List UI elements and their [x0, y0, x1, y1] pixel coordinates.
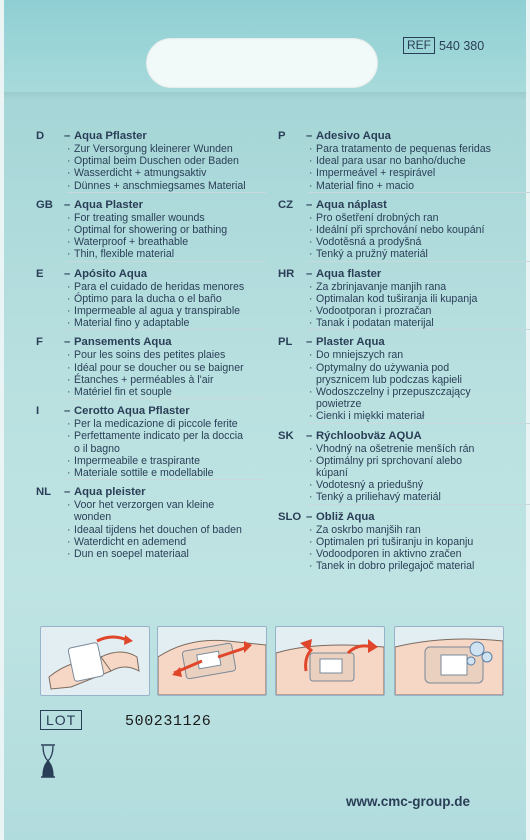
feature-item: prysznicem lub podczas kąpieli: [316, 373, 463, 386]
feature-item: · Óptimo para la ducha o el baño: [66, 293, 286, 305]
feature-list: [36, 281, 286, 330]
feature-item: · Waterproof + breathable: [66, 236, 286, 248]
feature-item: wonden: [74, 511, 112, 524]
feature-item: · Materiale sottile e modellabile: [66, 467, 286, 479]
language-code: CZ: [278, 198, 294, 211]
feature-item: · Ideaal tijdens het douchen of baden: [66, 524, 286, 536]
language-heading: [278, 199, 528, 212]
ref-number: 540 380: [439, 38, 485, 53]
feature-item: · Impermeável + respirável: [308, 167, 528, 179]
feature-item: · Thin, flexible material: [66, 248, 286, 260]
language-block-e: [36, 268, 286, 331]
language-block-p: [278, 130, 528, 193]
divider: [66, 398, 266, 399]
language-block-pl: [278, 336, 528, 423]
language-heading: [278, 268, 528, 281]
language-heading: [278, 336, 528, 349]
feature-list: [36, 418, 286, 479]
feature-item: · Para el cuidado de heridas menores: [66, 281, 286, 293]
feature-list: [278, 143, 528, 192]
product-name: Aqua Plaster: [74, 198, 144, 211]
dash-separator: –: [306, 336, 313, 349]
feature-item: · Za oskrbo manjših ran: [308, 524, 528, 536]
left-edge: [0, 0, 4, 840]
language-block-nl: [36, 486, 286, 560]
feature-item: · Dun en soepel materiaal: [66, 548, 286, 560]
illustration-apply: [157, 626, 267, 696]
language-code: P: [278, 130, 286, 142]
feature-list: [278, 212, 528, 261]
dash-separator: –: [306, 198, 313, 211]
divider: [308, 261, 530, 262]
language-block-f: [36, 336, 286, 399]
product-name: Apósito Aqua: [74, 267, 148, 280]
illustration-remove-liner: [275, 626, 385, 696]
language-block-cz: [278, 199, 528, 262]
language-code: SLO: [278, 510, 302, 523]
feature-item: · For treating smaller wounds: [66, 212, 286, 224]
feature-item: · Vodotěsná a prodyšná: [308, 236, 528, 248]
language-code: E: [36, 267, 44, 280]
language-heading: [36, 199, 286, 212]
feature-item: · Para tratamento de pequenas feridas: [308, 143, 528, 155]
feature-item: · Tanak i podatan materijal: [308, 317, 528, 329]
language-code: F: [36, 336, 43, 349]
feature-list: [36, 499, 286, 560]
feature-item: · Material fino y adaptable: [66, 317, 286, 329]
dash-separator: –: [306, 510, 313, 523]
feature-list: [36, 143, 286, 192]
feature-item: · Étanches + perméables à l'air: [66, 374, 286, 386]
feature-item: o il bagno: [74, 442, 120, 455]
feature-list: [278, 349, 528, 422]
feature-item: · Perfettamente indicato per la doccia: [66, 430, 286, 442]
language-heading: [36, 336, 286, 349]
feature-item: · Optimal for showering or bathing: [66, 224, 286, 236]
feature-item: · Za zbrinjavanje manjih rana: [308, 281, 528, 293]
language-block-hr: [278, 268, 528, 331]
feature-list: [278, 524, 528, 573]
dash-separator: –: [64, 336, 71, 349]
dash-separator: –: [306, 267, 313, 280]
dash-separator: –: [64, 486, 71, 499]
ref-label: [403, 37, 484, 54]
language-code: PL: [278, 336, 293, 349]
product-name: Aqua Pflaster: [74, 130, 147, 142]
product-name: Aqua náplast: [316, 198, 387, 211]
feature-item: · Vodotesný a priedušný: [308, 479, 528, 491]
feature-item: · Dünnes + anschmiegsames Material: [66, 180, 286, 192]
language-heading: [278, 130, 528, 143]
language-code: D: [36, 130, 45, 142]
product-name: Aqua flaster: [316, 267, 382, 280]
feature-item: · Voor het verzorgen van kleine: [66, 499, 286, 511]
feature-item: · Optymalny do używania pod: [308, 362, 528, 374]
dash-separator: –: [306, 130, 313, 142]
feature-item: · Do mniejszych ran: [308, 349, 528, 361]
feature-item: · Tenký a pružný materiál: [308, 248, 528, 260]
feature-item: · Matériel fin et souple: [66, 386, 286, 398]
feature-item: · Pro ošetření drobných ran: [308, 212, 528, 224]
feature-item: powietrze: [316, 398, 362, 411]
feature-item: · Optimal beim Duschen oder Baden: [66, 155, 286, 167]
product-name: Aqua pleister: [74, 486, 146, 499]
dash-separator: –: [64, 198, 71, 211]
feature-item: · Wodoszczelny i przepuszczający: [308, 386, 528, 398]
feature-item: · Material fino + macio: [308, 180, 528, 192]
product-name: Cerotto Aqua Pflaster: [74, 405, 190, 418]
feature-item: · Zur Versorgung kleinerer Wunden: [66, 143, 286, 155]
language-code: HR: [278, 267, 295, 280]
language-heading: [36, 486, 286, 499]
website-url: www.cmc-group.de: [346, 794, 471, 809]
language-heading: [278, 430, 528, 443]
feature-item: · Impermeable al agua y transpirable: [66, 305, 286, 317]
language-code: GB: [36, 198, 53, 211]
language-block-i: [36, 405, 286, 480]
divider: [66, 192, 266, 193]
divider: [308, 329, 530, 330]
product-name: Pansements Aqua: [74, 336, 172, 349]
language-heading: [278, 511, 528, 524]
feature-item: · Vhodný na ošetrenie menších rán: [308, 443, 528, 455]
language-block-gb: [36, 199, 286, 262]
product-name: Obliž Aqua: [316, 510, 375, 523]
divider: [66, 329, 266, 330]
language-code: SK: [278, 429, 294, 442]
feature-item: · Pour les soins des petites plaies: [66, 349, 286, 361]
feature-list: [278, 281, 528, 330]
feature-item: · Ideal para usar no banho/duche: [308, 155, 528, 167]
feature-item: · Optimalan kod tuširanja ili kupanja: [308, 293, 528, 305]
feature-item: · Waterdicht en ademend: [66, 536, 286, 548]
feature-item: · Impermeabile e traspirante: [66, 455, 286, 467]
feature-item: · Optimalen pri tuširanju in kopanju: [308, 536, 528, 548]
language-heading: [36, 268, 286, 281]
dash-separator: –: [306, 429, 313, 442]
divider: [308, 423, 530, 424]
feature-item: · Cienki i miękki materiał: [308, 410, 528, 422]
language-code: NL: [36, 486, 52, 499]
left-column: [36, 130, 286, 566]
dash-separator: –: [64, 130, 71, 142]
hang-tab-window: [146, 38, 378, 88]
feature-list: [36, 212, 286, 261]
feature-item: · Optimálny pri sprchovaní alebo: [308, 455, 528, 467]
feature-item: · Vodoodporen in aktivno zračen: [308, 548, 528, 560]
illustration-peel: [40, 626, 150, 696]
feature-item: · Ideální při sprchování nebo koupání: [308, 224, 528, 236]
lot-number: 500231126: [125, 713, 212, 730]
language-heading: [36, 405, 286, 418]
language-code: I: [36, 405, 40, 418]
hourglass-icon: [40, 744, 56, 778]
product-name: Rýchloobväz AQUA: [316, 429, 422, 442]
feature-list: [278, 443, 528, 504]
divider: [66, 479, 266, 480]
lot-label: LOT: [40, 710, 82, 730]
feature-list: [36, 349, 286, 398]
product-name: Plaster Aqua: [316, 336, 385, 349]
dash-separator: –: [64, 267, 71, 280]
feature-item: · Per la medicazione di piccole ferite: [66, 418, 286, 430]
divider: [308, 192, 530, 193]
right-column: [278, 130, 528, 578]
flap-shadow: [0, 92, 530, 100]
illustration-applied: [394, 626, 504, 696]
language-heading: [36, 130, 286, 143]
language-block-d: [36, 130, 286, 193]
feature-item: · Idéal pour se doucher ou se baigner: [66, 362, 286, 374]
language-block-slo: [278, 511, 528, 573]
feature-item: · Tanek in dobro prilegajoč material: [308, 560, 528, 572]
feature-item: · Wasserdicht + atmungsaktiv: [66, 167, 286, 179]
divider: [308, 504, 530, 505]
ref-box: REF: [403, 37, 435, 54]
divider: [66, 261, 266, 262]
language-block-sk: [278, 430, 528, 505]
feature-item: kúpaní: [316, 467, 348, 480]
feature-item: · Vodootporan i prozračan: [308, 305, 528, 317]
feature-item: · Tenký a priliehavý materiál: [308, 491, 528, 503]
product-name: Adesivo Aqua: [316, 130, 391, 142]
dash-separator: –: [64, 405, 71, 418]
